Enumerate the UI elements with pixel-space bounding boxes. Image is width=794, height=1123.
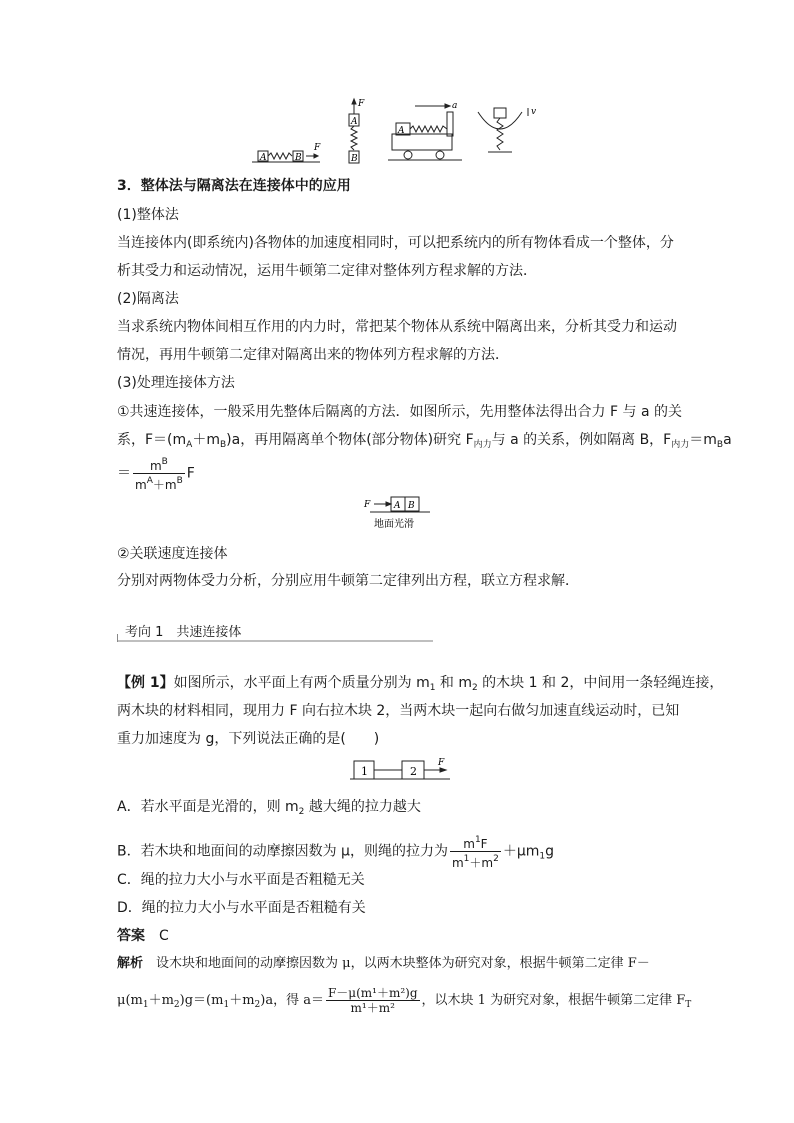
example-tag: 【例 1】: [117, 675, 174, 691]
fig-top-label-A: A: [260, 153, 267, 163]
section-divider: [117, 640, 433, 642]
fig-mid-label-A: A: [394, 501, 401, 511]
fraction: $\frac{m^B}{m^A+m^B}$: [135, 457, 183, 492]
option-a: A．若水平面是光滑的，则 $m_2$ 越大绳的拉力越大: [117, 799, 421, 817]
figure-two-blocks-smooth-ground: [360, 494, 450, 534]
fig-top-label-A-vertical: A: [351, 117, 358, 127]
fig-top-label-F: F: [314, 143, 321, 153]
example-line-3: 重力加速度为 g，下列说法正确的是( ): [117, 731, 380, 747]
whole-method-line-2: 析其受力和运动情况，运用牛顿第二定律对整体列方程求解的方法．: [117, 263, 537, 279]
kaoxiang-section-header: [117, 620, 433, 642]
fig-mid-caption: 地面光滑: [374, 519, 414, 530]
fraction: $\frac{m^1F}{m^1+m^2}$: [451, 835, 499, 870]
handling-method-formula: ＝ $\frac{m^B}{m^A+m^B}$ F: [117, 457, 195, 492]
fig-top-label-B: B: [295, 153, 302, 163]
handling-method-line-2: 系，$F=(m_A+m_B)a$，再用隔离单个物体(部分物体)研究 $F_{内力}$与 a 的关系，例如隔离 B，$F_{内力}=m_Ba$: [117, 432, 732, 450]
fraction: $\frac{\text{F－μ(m¹＋m²)g}}{\text{m¹＋m²}}$: [327, 986, 418, 1015]
linked-velocity-line-1: 分别对两物体受力分析，分别应用牛顿第二定律列出方程，联立方程求解．: [117, 573, 579, 589]
isolation-method-title: (2)隔离法: [117, 291, 179, 307]
fig-ex-box-2: 2: [410, 765, 417, 778]
whole-method-line-1: 当连接体内(即系统内)各物体的加速度相同时，可以把系统内的所有物体看成一个整体，分: [117, 235, 674, 251]
fig-mid-label-B: B: [408, 501, 415, 511]
fig-top-label-a: a: [452, 101, 458, 111]
option-c: C．绳的拉力大小与水平面是否粗糙无关: [117, 872, 365, 888]
section-divider-tick: [117, 634, 118, 642]
isolation-method-line-1: 当求系统内物体间相互作用的内力时，常把某个物体从系统中隔离出来，分析其受力和运动: [117, 319, 677, 335]
analysis-line-1: 解析 设木块和地面间的动摩擦因数为 μ，以两木块整体为研究对象，根据牛顿第二定律 F－: [117, 956, 650, 971]
handling-method-line-1: ①共速连接体，一般采用先整体后隔离的方法．如图所示，先用整体法得出合力 F 与 a 的关: [117, 404, 682, 420]
fig-ex-label-F: F: [438, 758, 445, 768]
answer-line: [117, 926, 169, 946]
answer-value: C: [159, 928, 169, 944]
example-line-2: 两木块的材料相同，现用力 F 向右拉木块 2，当两木块一起向右做匀加速直线运动时，已知: [117, 703, 680, 719]
linked-velocity-title: ②关联速度连接体: [117, 546, 228, 562]
kaoxiang-label: 考向 1 共速连接体: [125, 625, 242, 640]
figure-example-two-blocks-rope: [350, 755, 460, 785]
section-3-heading: 3．整体法与隔离法在连接体中的应用: [117, 178, 351, 194]
analysis-label: 解析: [117, 956, 144, 971]
option-d: D．绳的拉力大小与水平面是否粗糙有关: [117, 900, 366, 916]
fig-top-label-v: v: [531, 107, 537, 117]
fig-ex-box-1: 1: [361, 765, 368, 778]
whole-method-title: (1)整体法: [117, 207, 179, 223]
fig-mid-label-F: F: [364, 500, 371, 510]
fig-top-label-A-cart: A: [398, 126, 405, 136]
option-b: B．若木块和地面间的动摩擦因数为 μ，则绳的拉力为 $\frac{m^1F}{m^1+m^2}$ $+\mu m_1g$: [117, 835, 555, 870]
answer-label: 答案: [117, 928, 145, 944]
example-line-1: 【例 1】如图所示，水平面上有两个质量分别为 $m_1$ 和 $m_2$ 的木块 1 和 2，中间用一条轻绳连接，: [117, 675, 724, 693]
analysis-line-2: $\mu(m_1+m_2)g=(m_1+m_2)a$，得 a＝ $\frac{\text{F－μ(m¹＋m²)g}}{\text{m¹＋m²}}$ ，以木块 1 为研究对象，根据牛顿第二定律 $F_T$: [117, 986, 692, 1015]
figure-connected-bodies-row: [250, 94, 550, 168]
fig-top-label-B-vertical: B: [351, 154, 358, 164]
handling-method-title: (3)处理连接体方法: [117, 375, 235, 391]
fig-top-label-F-vertical: F: [358, 99, 365, 109]
isolation-method-line-2: 情况，再用牛顿第二定律对隔离出来的物体列方程求解的方法．: [117, 347, 509, 363]
